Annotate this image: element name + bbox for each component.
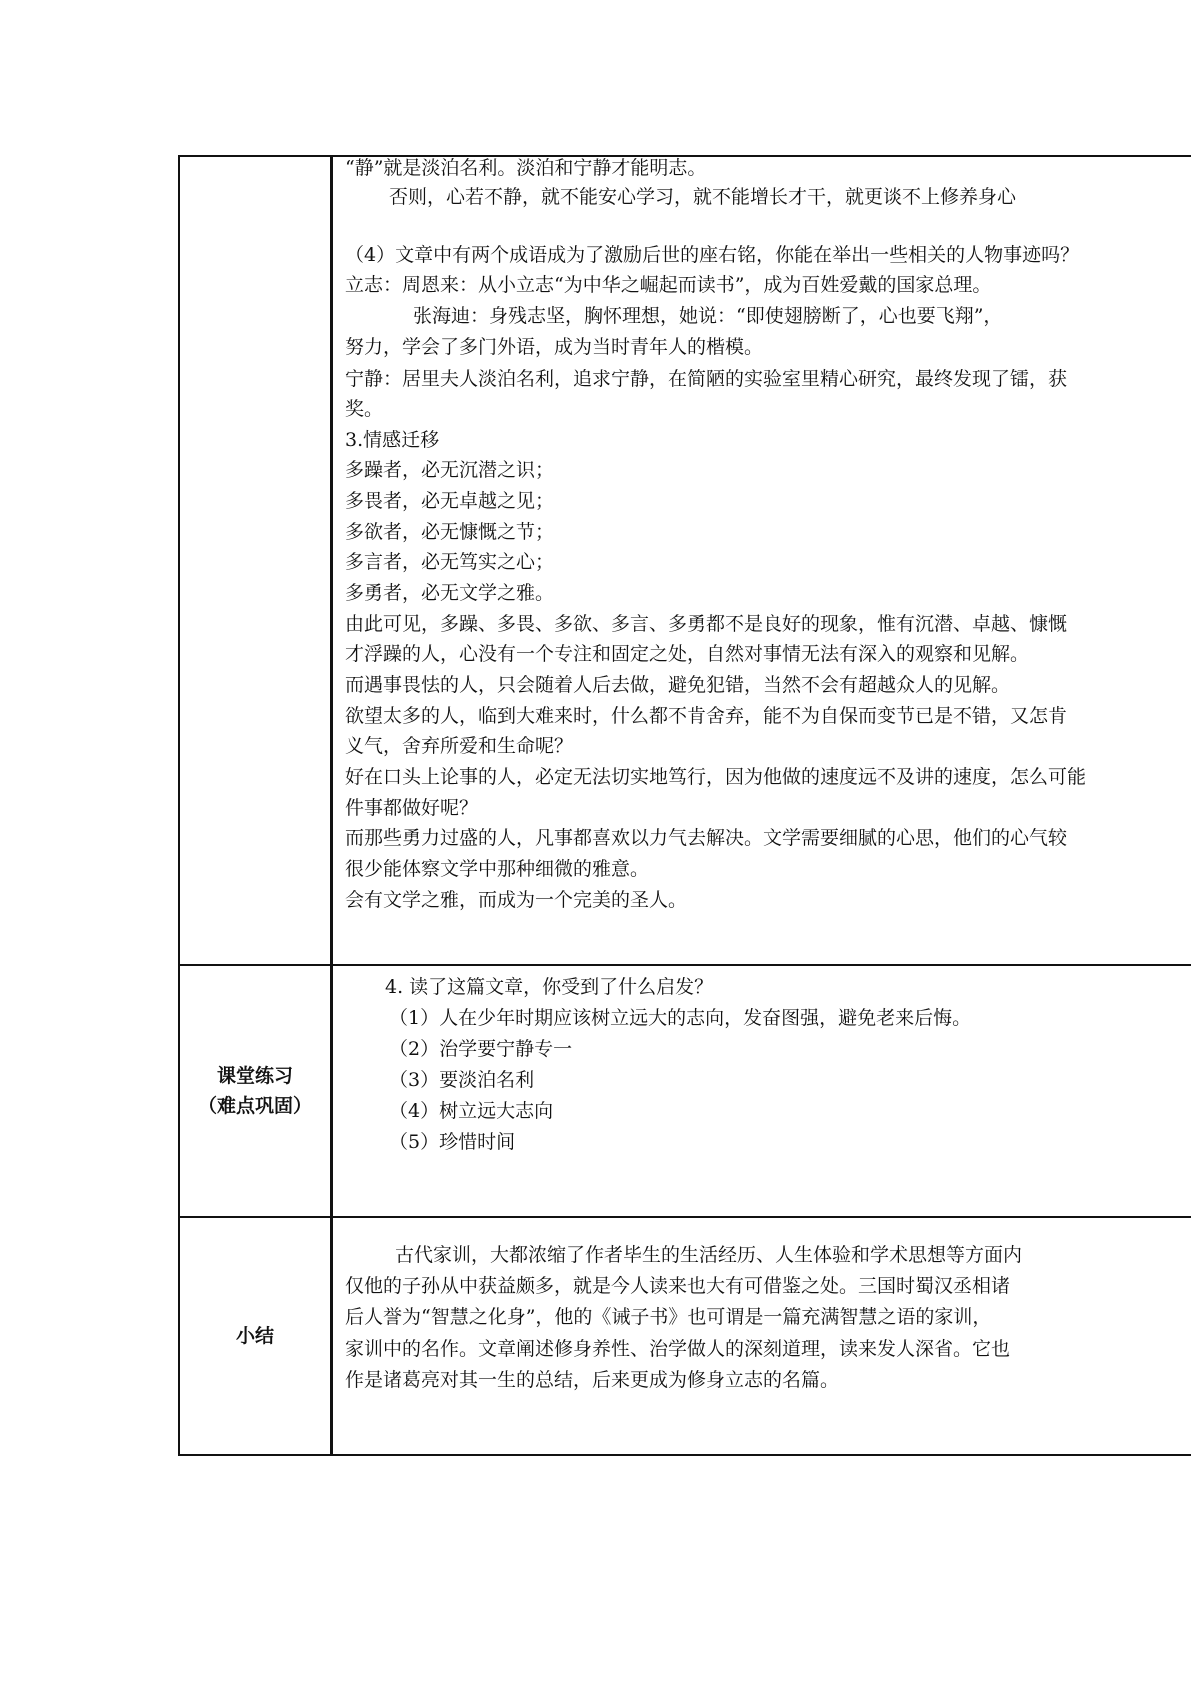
- text-line: 才浮躁的人，心没有一个专注和固定之处，自然对事情无法有深入的观察和见解。: [345, 643, 1030, 665]
- row-label-subtitle: （难点巩固）: [197, 1095, 312, 1117]
- text-line: 多欲者，必无慷慨之节；: [345, 521, 555, 543]
- text-line: （4）树立远大志向: [389, 1100, 554, 1122]
- text-line: 否则，心若不静，就不能安心学习，就不能增长才干，就更谈不上修养身心: [389, 186, 1017, 208]
- text-line: 古代家训，大都浓缩了作者毕生的生活经历、人生体验和学术思想等方面内: [395, 1244, 1023, 1266]
- text-line: 立志：周恩来：从小立志“为中华之崛起而读书”，成为百姓爱戴的国家总理。: [345, 274, 992, 296]
- table-row-practice: [180, 966, 1191, 1218]
- row-label-cell: [180, 157, 333, 964]
- text-line: 仅他的子孙从中获益颇多，就是今人读来也大有可借鉴之处。三国时蜀汉丞相诸: [345, 1275, 1011, 1297]
- text-line: 义气，舍弃所爱和生命呢？: [345, 735, 574, 757]
- text-line: 会有文学之雅，而成为一个完美的圣人。: [345, 889, 688, 911]
- text-line: （2）治学要宁静专一: [389, 1038, 573, 1060]
- text-line: 多言者，必无笃实之心；: [345, 551, 555, 573]
- row-label-cell: [180, 966, 333, 1216]
- text-line: 多勇者，必无文学之雅。: [345, 582, 555, 604]
- text-line: 由此可见，多躁、多畏、多欲、多言、多勇都不是良好的现象，惟有沉潜、卓越、慷慨: [345, 613, 1068, 635]
- text-line: 3.情感迁移: [345, 429, 440, 451]
- content-cell: [333, 1218, 1191, 1454]
- row-label: 小结: [235, 1325, 274, 1347]
- text-line: 奖。: [345, 398, 384, 420]
- text-line: 多躁者，必无沉潜之识；: [345, 459, 555, 481]
- text-line: 而那些勇力过盛的人，凡事都喜欢以力气去解决。文学需要细腻的心思，他们的心气较: [345, 827, 1068, 849]
- row-label-title: 课堂练习: [216, 1065, 293, 1087]
- text-line: 很少能体察文学中那种细微的雅意。: [345, 858, 650, 880]
- text-line: （5）珍惜时间: [389, 1131, 516, 1153]
- text-line: 张海迪：身残志坚，胸怀理想，她说：“即使翅膀断了，心也要飞翔”，: [413, 305, 1003, 327]
- text-line: 宁静：居里夫人淡泊名利，追求宁静，在简陋的实验室里精心研究，最终发现了镭，获: [345, 368, 1068, 390]
- text-line: 作是诸葛亮对其一生的总结，后来更成为修身立志的名篇。: [345, 1369, 840, 1391]
- text-line: 好在口头上论事的人，必定无法切实地笃行，因为他做的速度远不及讲的速度，怎么可能: [345, 766, 1087, 788]
- text-line: 多畏者，必无卓越之见；: [345, 490, 555, 512]
- text-line: 件事都做好呢？: [345, 797, 479, 819]
- text-line: “静”就是淡泊名利。淡泊和宁静才能明志。: [345, 157, 707, 179]
- text-line: 欲望太多的人，临到大难来时，什么都不肯舍弃，能不为自保而变节已是不错，又怎肯: [345, 705, 1068, 727]
- text-line: （4）文章中有两个成语成为了激励后世的座右铭，你能在举出一些相关的人物事迹吗？: [345, 244, 1080, 266]
- text-line: （1）人在少年时期应该树立远大的志向，发奋图强，避免老来后悔。: [389, 1007, 972, 1029]
- text-line: 家训中的名作。文章阐述修身养性、治学做人的深刻道理，读来发人深省。它也: [345, 1338, 1011, 1360]
- text-line: 后人誉为“智慧之化身”，他的《诫子书》也可谓是一篇充满智慧之语的家训，: [345, 1306, 992, 1328]
- table-row-summary: [180, 1218, 1191, 1456]
- text-line: 努力，学会了多门外语，成为当时青年人的楷模。: [345, 336, 764, 358]
- content-cell: [333, 157, 1191, 964]
- content-cell: [333, 966, 1191, 1216]
- text-line: 4. 读了这篇文章，你受到了什么启发？: [385, 976, 714, 998]
- lesson-table: [178, 155, 1191, 1456]
- text-line: （3）要淡泊名利: [389, 1069, 535, 1091]
- row-label-cell: [180, 1218, 333, 1454]
- text-line: 而遇事畏怯的人，只会随着人后去做，避免犯错，当然不会有超越众人的见解。: [345, 674, 1011, 696]
- table-row-content: [180, 157, 1191, 966]
